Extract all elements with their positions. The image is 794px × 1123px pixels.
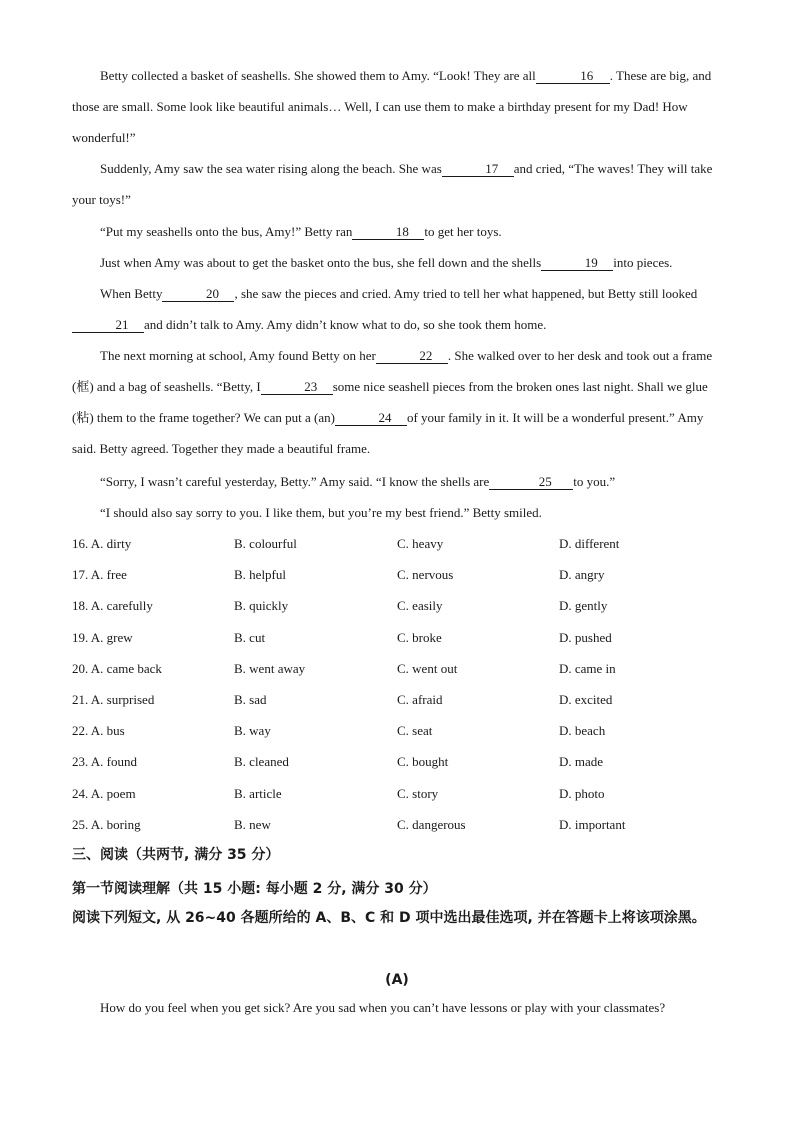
blank-21: 21 bbox=[72, 318, 144, 333]
option-row-24 bbox=[72, 779, 732, 810]
option-24-d: D. photo bbox=[559, 785, 605, 801]
option-20-c: C. went out bbox=[397, 660, 458, 676]
option-row-25 bbox=[72, 810, 732, 841]
option-25-d: D. important bbox=[559, 816, 626, 832]
blank-19: 19 bbox=[541, 256, 613, 271]
option-25-c: C. dangerous bbox=[397, 816, 466, 832]
option-row-22 bbox=[72, 716, 732, 747]
option-row-16 bbox=[72, 529, 732, 560]
option-22-b: B. way bbox=[234, 723, 271, 739]
option-row-17 bbox=[72, 560, 732, 591]
section-3-title: 三、阅读（共两节, 满分 35 分） bbox=[72, 847, 280, 863]
part-1-title: 第一节阅读理解（共 15 小题: 每小题 2 分, 满分 30 分） bbox=[72, 881, 437, 897]
option-24-b: B. article bbox=[234, 785, 282, 801]
option-16-b: B. colourful bbox=[234, 536, 297, 551]
option-19-c: C. broke bbox=[397, 629, 442, 645]
option-16-d: D. different bbox=[559, 536, 620, 551]
blank-22: 22 bbox=[376, 349, 448, 364]
blank-23: 23 bbox=[261, 380, 333, 395]
answer-options bbox=[72, 529, 732, 841]
option-23-d: D. made bbox=[559, 754, 604, 770]
option-25-a: 25. A. boring bbox=[72, 816, 141, 832]
blank-16: 16 bbox=[536, 69, 610, 84]
passage-a-label: (A) bbox=[385, 972, 409, 988]
option-21-c: C. afraid bbox=[397, 691, 443, 707]
option-row-20 bbox=[72, 654, 732, 685]
option-20-d: D. came in bbox=[559, 660, 616, 676]
instructions: 阅读下列短文, 从 26~40 各题所给的 A、B、C 和 D 项中选出最佳选项, 并在答题卡上将该项涂黑。 bbox=[72, 910, 706, 926]
option-18-c: C. easily bbox=[397, 598, 443, 614]
option-18-a: 18. A. carefully bbox=[72, 598, 153, 614]
blank-20: 20 bbox=[162, 287, 234, 302]
blank-25: 25 bbox=[489, 475, 573, 490]
option-23-a: 23. A. found bbox=[72, 754, 137, 770]
option-19-d: D. pushed bbox=[559, 629, 612, 645]
story-paragraph-1: Betty collected a basket of seashells. She showed them to Amy. “Look! They are all 16 . These are big, and those are small. Some look like beautiful animals… Well, I can use them to make a birthday present for my Dad! How wonderful!” bbox=[72, 68, 712, 145]
option-16-c: C. heavy bbox=[397, 536, 444, 551]
blank-24: 24 bbox=[335, 411, 407, 426]
option-19-b: B. cut bbox=[234, 629, 266, 645]
story-paragraph-5: When Betty 20 , she saw the pieces and cried. Amy tried to tell her what happened, but Betty still looked21 and didn’t talk to Amy. Amy didn’t know what to do, so she took them home. bbox=[72, 278, 722, 340]
option-22-c: C. seat bbox=[397, 723, 433, 739]
option-21-d: D. excited bbox=[559, 691, 613, 707]
option-20-b: B. went away bbox=[234, 660, 306, 676]
option-row-19 bbox=[72, 623, 732, 654]
option-19-a: 19. A. grew bbox=[72, 629, 133, 645]
option-23-b: B. cleaned bbox=[234, 754, 289, 770]
option-16-a: 16. A. dirty bbox=[72, 536, 132, 551]
option-22-a: 22. A. bus bbox=[72, 723, 125, 739]
blank-17: 17 bbox=[442, 162, 514, 177]
option-17-d: D. angry bbox=[559, 567, 605, 583]
option-23-c: C. bought bbox=[397, 754, 449, 770]
option-18-b: B. quickly bbox=[234, 598, 289, 614]
option-25-b: B. new bbox=[234, 816, 271, 832]
option-row-21 bbox=[72, 685, 732, 716]
option-20-a: 20. A. came back bbox=[72, 660, 162, 676]
story-paragraph-6: The next morning at school, Amy found Betty on her 22 . She walked over to her desk and took out a frame (框) and a bag of seashells. “Betty, I 23 some nice seashell pieces from the broken ones last night. Shall we glue (粘) them to the frame together? We can put a (an) 24 of your family in it. It will be a wonderful present.” Amy said. Betty agreed. Together they made a beautiful frame. bbox=[72, 348, 713, 456]
option-17-b: B. helpful bbox=[234, 567, 286, 583]
story-paragraph-2: Suddenly, Amy saw the sea water rising along the beach. She was 17 and cried, “The waves! They will take your toys!” bbox=[72, 161, 713, 207]
blank-18: 18 bbox=[352, 225, 424, 240]
passage-a-first-line: How do you feel when you get sick? Are you sad when you can’t have lessons or play with your classmates? bbox=[100, 1000, 666, 1015]
option-17-c: C. nervous bbox=[397, 567, 454, 583]
story-paragraph-4: Just when Amy was about to get the basket onto the bus, she fell down and the shells 19 into pieces. bbox=[100, 255, 673, 270]
option-24-c: C. story bbox=[397, 785, 439, 801]
option-row-23 bbox=[72, 747, 732, 778]
option-21-b: B. sad bbox=[234, 691, 267, 707]
story-paragraph-8: “I should also say sorry to you. I like them, but you’re my best friend.” Betty smiled. bbox=[100, 505, 542, 520]
story-paragraph-3: “Put my seashells onto the bus, Amy!” Betty ran 18 to get her toys. bbox=[100, 224, 502, 239]
option-24-a: 24. A. poem bbox=[72, 785, 136, 801]
option-row-18 bbox=[72, 591, 732, 622]
option-21-a: 21. A. surprised bbox=[72, 691, 155, 707]
option-22-d: D. beach bbox=[559, 723, 606, 739]
option-18-d: D. gently bbox=[559, 598, 608, 614]
option-17-a: 17. A. free bbox=[72, 567, 127, 583]
story-paragraph-7: “Sorry, I wasn’t careful yesterday, Betty.” Amy said. “I know the shells are 25 to you.” bbox=[100, 474, 616, 489]
